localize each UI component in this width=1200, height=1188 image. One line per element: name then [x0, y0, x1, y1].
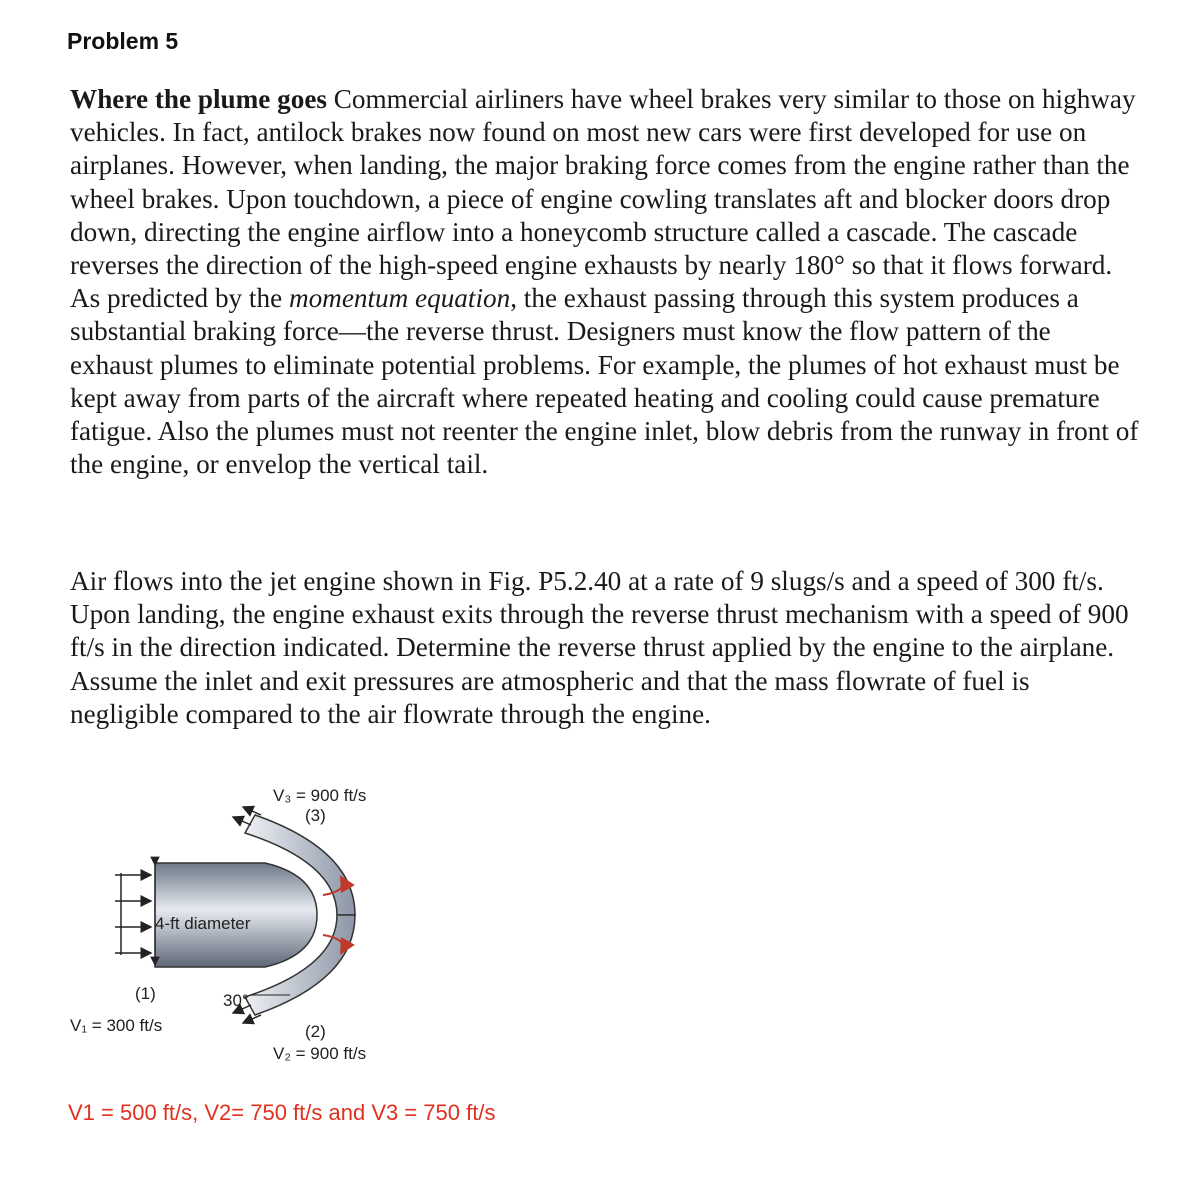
- handwritten-note: V1 = 500 ft/s, V2= 750 ft/s and V3 = 750 ft/s: [68, 1100, 496, 1125]
- v2-label: V₂ = 900 ft/s: [273, 1044, 367, 1063]
- problem-statement: Air flows into the jet engine shown in Fig. P5.2.40 at a rate of 9 slugs/s and a speed of 300 ft/s. Upon landing, the engine exhaust exits through the reverse thrust mechanism with a speed of 900 ft/s in the direction indicated. Determine the reverse thrust applied by the engine to the airplane. Assume the inlet and exit pressures are atmospheric and that the mass flowrate of fuel is negligible compared to the air flowrate through the engine.: [70, 566, 1129, 729]
- jet-engine-figure: [55, 775, 415, 1075]
- section-3-label: (3): [305, 806, 326, 825]
- angle-label: 30°: [223, 991, 249, 1010]
- diameter-label: 4-ft diameter: [155, 914, 251, 933]
- v1-label: V₁ = 300 ft/s: [70, 1016, 163, 1035]
- paragraph-lead: Where the plume goes: [70, 84, 327, 114]
- problem-title: Problem 5: [67, 28, 179, 54]
- section-2-label: (2): [305, 1022, 326, 1041]
- paragraph-italic-term: momentum equation: [288, 283, 511, 314]
- paragraph-text-1: Commercial airliners have wheel brakes very similar to those on highway vehicles. In fact, antilock brakes now found on most new cars were first developed for use on airplanes. However, when landing, the major braking force comes from the engine rather than the wheel brakes. Upon touchdown, a piece of engine cowling translates aft and blocker doors drop down, directing the engine airflow into a honeycomb structure called a cascade. The cascade reverses the direction of the high-speed engine exhausts by nearly 180° so that it flows forward. As predicted by the: [70, 84, 1136, 314]
- paragraph-text-2: , the exhaust passing through this system produces a substantial braking force—the reverse thrust. Designers must know the flow pattern of the exhaust plumes to eliminate potential problems. For example, the plumes of hot exhaust must be kept away from parts of the aircraft where repeated heating and cooling could cause premature fatigue. Also the plumes must not reenter the engine inlet, blow debris from the runway in front of the engine, or envelop the vertical tail.: [70, 283, 1139, 480]
- problem-description: [70, 83, 1140, 481]
- section-1-label: (1): [135, 984, 156, 1003]
- v3-label: V₃ = 900 ft/s: [273, 786, 367, 805]
